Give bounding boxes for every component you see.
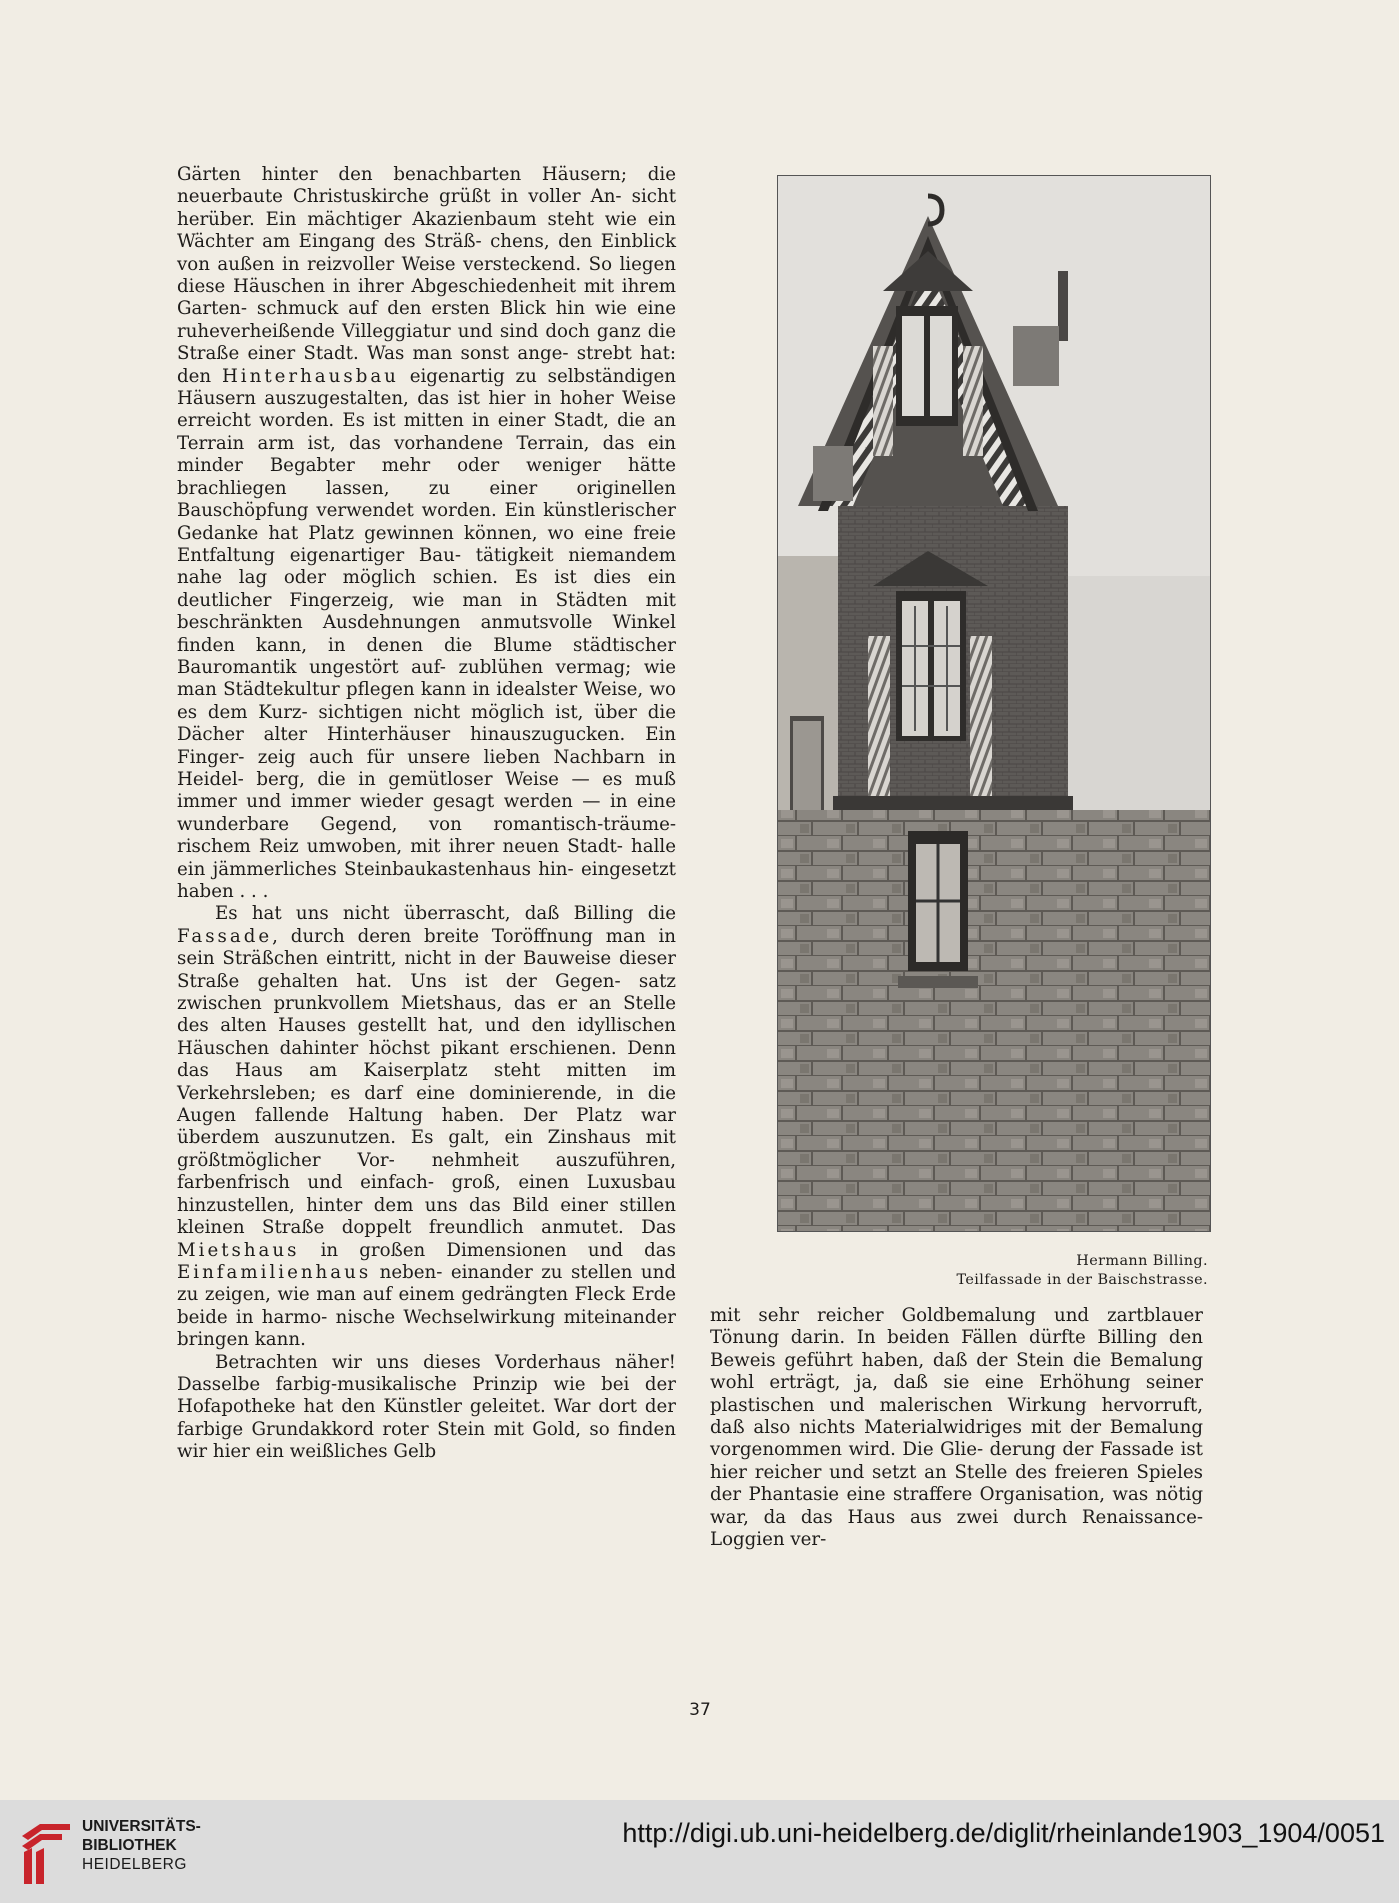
text-line: steht wie ein Wächter am Eingang des Sträß- [177,208,676,253]
text-line: Dasselbe farbig-musikalische Prinzip wie bei [177,1373,645,1395]
text-line: zeig auch für unsere lieben Nachbarn in Heidel- [177,746,676,790]
text-line: der Bemalung vorgenommen wird. Die Glie- [710,1417,1203,1461]
text-line: anmutsvolle Winkel finden kann, in denen die [177,612,676,656]
figure-caption-author: Hermann Billing. [1076,1253,1208,1269]
text-line: nehmheit auszuführen, farbenfrisch und einfach- [177,1149,676,1194]
text-line: Betrachten wir uns dieses Vorderhaus näher! [215,1351,676,1373]
paragraph-1: Gärten hinter den benachbarten Häusern; die neuerbaute Christuskirche grüßt in voller An- sicht herüber. Ein mächtiger Akazienbaum steht wie ein Wächter am Eingang des Sträß- chens, den Einblick von außen in reizvoller Weise versteckend. So liegen diese Häuschen in ihrer Abgeschiedenheit mit ihrem Garten- schmuck auf den ersten Blick hin wie eine ruheverheißende Villeggiatur und sind doch ganz die Straße einer Stadt. Was man sonst ange- strebt hat: den Hinterhausbau eigenartig zu selbständigen Häusern auszugestalten, das ist hier in hoher Weise erreicht worden. Es ist mitten in einer Stadt, die an Terrain arm ist, das vorhandene Terrain, das ein minder Begabter mehr oder weniger hätte brachliegen lassen, zu einer originellen Bauschöpfung verwendet worden. Ein künstlerischer Gedanke hat Platz gewinnen können, wo eine freie Entfaltung eigenartiger Bau- tätigkeit niemandem nahe lag oder möglich schien. Es ist dies ein deutlicher Fingerzeig, wie man in Städten mit beschränkten Ausdehnungen anmutsvolle Winkel finden kann, in denen die Blume städtischer Bauromantik ungestört auf- zublühen vermag; wie man Städtekultur pflegen kann in idealster Weise, wo es dem Kurz- sichtigen nicht möglich ist, über die Dächer alter Hinterhäuser hinauszugucken. Ein Finger- zeig auch für unsere lieben Nachbarn in Heidel- berg, die in gemütloser Weise — es muß immer und immer wieder gesagt werden — in eine wunderbare Gegend, von romantisch-träume- rischem Reiz umwoben, mit ihrer neuen Stadt- halle ein jämmerliches Steinbaukastenhaus hin- eingesetzt haben . . . [177,164,677,902]
text-line: groß, einen Luxusbau hinzustellen, hinter dem [177,1172,676,1216]
library-name-line2: BIBLIOTHEK [82,1837,177,1854]
text-line: sicht herüber. Ein mächtiger Akazienbaum [177,186,676,230]
text-line: mitten in einer Stadt, die an Terrain arm ist, das [177,410,677,454]
facade-illustration [778,176,1210,1231]
text-line: idyllischen Häuschen dahinter höchst pikant [177,1015,676,1059]
text-line: seiner plastischen und malerischen Wirkung [710,1372,1203,1416]
spaced-term-mietshaus: Mietshaus [177,1239,300,1261]
text-line: an Stelle des freieren Spieles der Phantasie eine [710,1461,1203,1506]
text-line: derung der Fassade ist hier reicher und setzt [710,1439,1203,1483]
text-line: wunderbare Gegend, von romantisch-träume- [177,813,676,835]
paragraph-4 [710,1305,1203,1551]
text-line: in sein Sträßchen eintritt, nicht in der Bauweise [177,925,676,970]
text-line: die Straße einer Stadt. Was man sonst ange- [177,320,676,365]
text-line: Weise versteckend. So liegen diese Häuschen [177,253,676,298]
facade-photograph [777,175,1211,1232]
text-line: vorhandene Terrain, das ein minder Begabter [177,432,676,477]
text-line: berg, die in gemütloser Weise — es muß immer [177,768,676,813]
text-line: Gärten hinter den benachbarten Häusern; die [177,164,676,185]
text-line: kann in idealster Weise, wo es dem Kurz- [177,679,676,723]
spaced-term-hinterhausbau: Hinterhausbau [221,365,399,387]
text-line: hervorruft, daß also nichts Materialwidriges mit [710,1394,1203,1439]
text-line: dort der farbige Grundakkord roter Stein mit [177,1396,676,1440]
text-line: schmuck auf den ersten Blick hin wie eine [256,298,676,320]
text-line: sichtigen nicht möglich ist, über die Dächer [177,701,677,746]
text-line: Haus aus zwei durch Renaissance-Loggien ver- [710,1506,1203,1551]
text-line: alter Hinterhäuser hinauszugucken. Ein Finger- [177,724,676,768]
library-name-line3: HEIDELBERG [82,1856,187,1873]
text-line: einem gedrängten Fleck Erde beide in harmo- [177,1284,676,1328]
library-name-line1: UNIVERSITÄTS- [82,1818,201,1835]
text-line: der Hofapotheke hat den Künstler geleitet. War [177,1373,676,1418]
text-line: Tönung darin. In beiden Fällen dürfte Billing [710,1327,1169,1349]
text-line: kann. [254,1329,306,1351]
text-line: halle ein jämmerliches Steinbaukastenhaus hin- [177,836,676,880]
paragraph-3 [177,1352,676,1464]
text-line: einer originellen Bauschöpfung verwendet worden. [177,477,676,522]
text-line: dominierende, in die Augen fallende Haltung [177,1082,677,1127]
paragraph-2: Es hat uns nicht überrascht, daß Billing die Fassade, durch deren breite Toröffnung man in sein Sträßchen eintritt, nicht in der Bauweise dieser Straße gehalten hat. Uns ist der Gegen- satz zwischen prunkvollem Mietshaus, das er an Stelle des alten Hauses gestellt hat, und den idyllischen Häuschen dahinter höchst pikant erschienen. Denn das Haus am Kaiserplatz steht mitten im Verkehrsleben; es darf eine dominierende, in die Augen fallende Haltung haben. Der Platz war überdem auszunutzen. Es galt, ein Zinshaus mit größtmöglicher Vor- nehmheit auszuführen, farbenfrisch und einfach- groß, einen Luxusbau hinzustellen, hinter dem uns das Bild einer stillen kleinen Straße doppelt freundlich anmutet. Das Mietshaus in großen Dimensionen und das Einfamilienhaus neben- einander zu stellen und zu zeigen, wie man auf einem gedrängten Fleck Erde beide in harmo- nische Wechselwirkung miteinander bringen kann. [177,903,677,1351]
text-line: Ein künstlerischer Gedanke hat Platz gewinnen [177,500,676,544]
text-line: Gold, so finden wir hier ein weißliches Gelb [177,1418,676,1463]
text-line: eingesetzt haben . . . [177,858,676,902]
text-line: chens, den Einblick von außen in reizvoller [177,231,676,275]
text-line: uns das Bild einer stillen kleinen Straße doppelt [177,1194,676,1239]
library-logo-icon [18,1822,74,1886]
text-line: erschienen. Denn das Haus am Kaiserplatz [177,1037,676,1082]
text-line: Stelle des alten Hauses gestellt hat, und den [177,993,676,1037]
text-line: Es galt, ein Zinshaus mit größtmöglicher Vor- [177,1127,676,1171]
text-line: Bemalung wohl erträgt, ja, daß sie eine Erhöhung [710,1349,1203,1394]
text-line: hier in hoher Weise erreicht worden. Es ist [177,388,676,432]
text-line: den Beweis geführt haben, daß der Stein die [710,1327,1203,1371]
text-line: mehr oder weniger hätte brachliegen lassen, zu [177,455,676,499]
text-line: können, wo eine freie Entfaltung eigenartiger Bau- [177,522,677,566]
left-text-column [177,164,676,1464]
text-line: rischem Reiz umwoben, mit ihrer neuen Stadt- [177,836,632,858]
text-line: und immer wieder gesagt werden — in eine [246,791,676,813]
text-line: steht mitten im Verkehrsleben; es darf eine [177,1060,676,1104]
spaced-term-fassade: Fassade [177,925,273,947]
text-line: straffere Organisation, was nötig war, da das [710,1484,1203,1528]
text-line: Es ist dies ein deutlicher Fingerzeig, wie man [177,567,676,611]
spaced-term-einfamilienhaus: Einfamilienhaus [177,1261,372,1283]
text-line: Blume städtischer Bauromantik ungestört auf- [177,634,676,678]
text-line: zublühen vermag; wie man Städtekultur pflegen [177,656,676,701]
text-line: dieser Straße gehalten hat. Uns ist der Gegen- [177,948,676,992]
text-line: neuerbaute Christuskirche grüßt in voller An- [177,186,632,208]
digitization-footer [0,1800,1399,1903]
text-line: tätigkeit niemandem nahe lag oder möglich schien. [177,544,676,589]
text-line: nische Wechselwirkung miteinander bringen [177,1306,676,1351]
permalink-url[interactable]: http://digi.ub.uni-heidelberg.de/diglit/rheinlande1903_1904/0051 [622,1818,1385,1848]
text-line: satz zwischen prunkvollem Mietshaus, das er an [177,970,676,1015]
text-line: selbständigen Häusern auszugestalten, das ist [177,365,676,410]
text-line: einander zu stellen und zu zeigen, wie man auf [177,1261,676,1306]
figure-caption-title: Teilfassade in der Baischstrasse. [956,1272,1208,1288]
text-line: mit sehr reicher Goldbemalung und zartblauer [710,1305,1203,1326]
text-line: haben. Der Platz war überdem auszunutzen. [177,1105,676,1149]
page-number: 37 [689,1700,711,1720]
text-line: in Städten mit beschränkten Ausdehnungen [177,589,676,634]
text-line: in ihrer Abgeschiedenheit mit ihrem Garten- [177,276,676,320]
right-text-column [710,1305,1203,1551]
text-line: ruheverheißende Villeggiatur und sind doch ganz [177,320,648,342]
